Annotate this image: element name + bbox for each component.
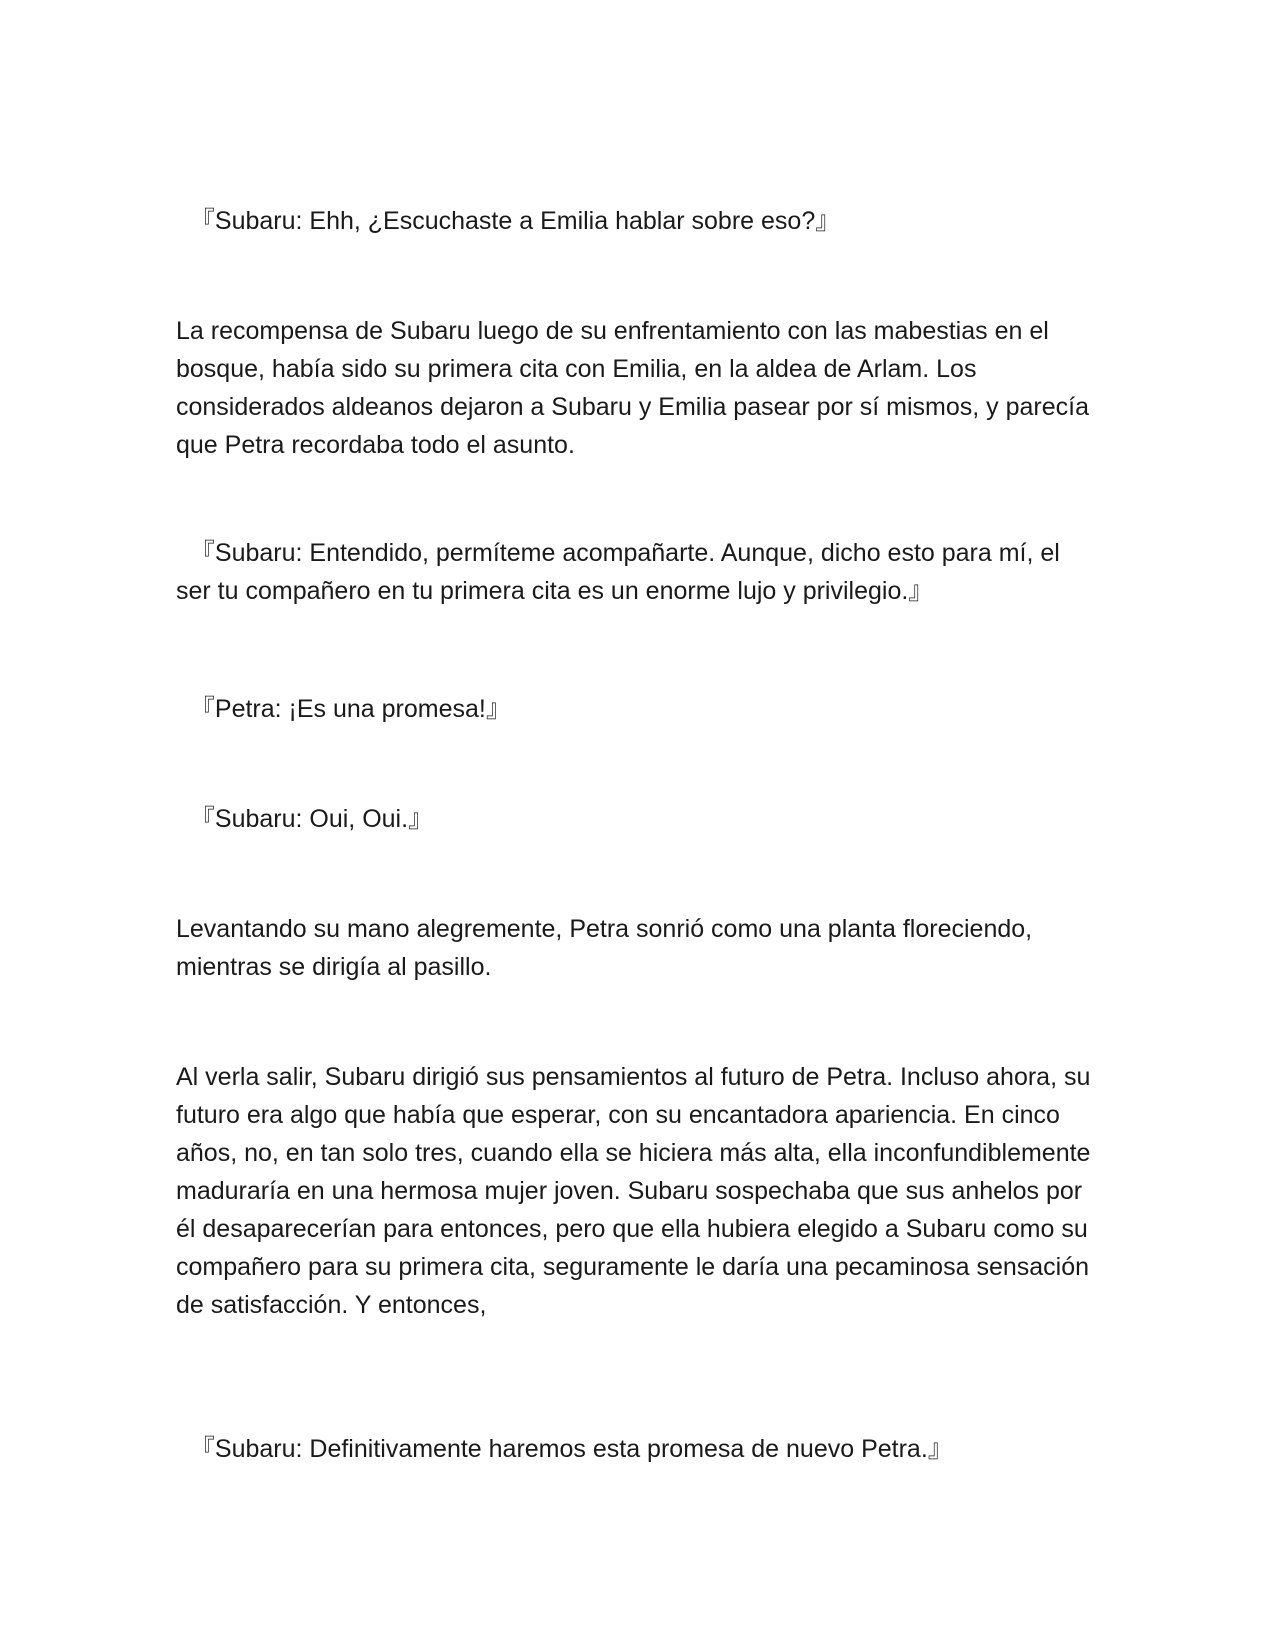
dialogue-subaru-accept: 『Subaru: Entendido, permíteme acompañarte. Aunque, dicho esto para mí, el ser tu compañero en tu primera cita es un enorme lujo y privilegio.』 <box>176 539 1060 605</box>
narration-first-date: La recompensa de Subaru luego de su enfrentamiento con las mabestias en el bosque, había sido su primera cita con Emilia, en la aldea de Arlam. Los considerados aldeanos dejaron a Subaru y Emilia pasear por sí mismos, y parecía que Petra recordaba todo el asunto. <box>176 317 1089 459</box>
narration-petra-leaves: Levantando su mano alegremente, Petra sonrió como una planta floreciendo, mientras se dirigía al pasillo. <box>176 915 1033 981</box>
dialogue-subaru-question: 『Subaru: Ehh, ¿Escuchaste a Emilia hablar sobre eso?』 <box>176 207 841 235</box>
dialogue-subaru-oui: 『Subaru: Oui, Oui.』 <box>176 805 434 833</box>
narration-petra-future: Al verla salir, Subaru dirigió sus pensamientos al futuro de Petra. Incluso ahora, su futuro era algo que había que esperar, con su encantadora apariencia. En cinco años, no, en tan solo tres, cuando ella se hiciera más alta, ella inconfundiblemente maduraría en una hermosa mujer joven. Subaru sospechaba que sus anhelos por él desaparecerían para entonces, pero que ella hubiera elegido a Subaru como su compañero para su primera cita, seguramente le daría una pecaminosa sensación de satisfacción. Y entonces, <box>176 1063 1091 1319</box>
dialogue-subaru-final: 『Subaru: Definitivamente haremos esta promesa de nuevo Petra.』 <box>176 1435 953 1463</box>
dialogue-petra-promise: 『Petra: ¡Es una promesa!』 <box>176 695 511 723</box>
